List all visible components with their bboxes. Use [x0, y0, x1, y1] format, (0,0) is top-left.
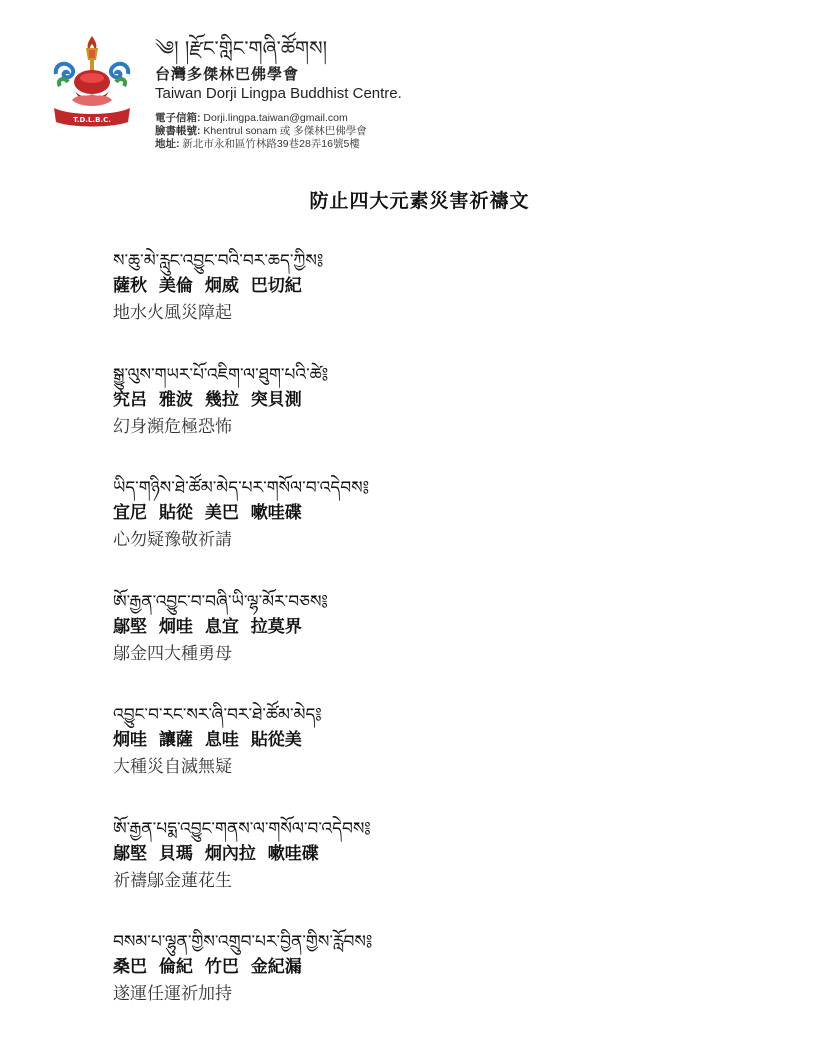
letterhead [0, 0, 839, 176]
verse [113, 362, 763, 476]
verse-translation: 遂運任運祈加持 [113, 984, 232, 1004]
english-centre-name: Taiwan Dorji Lingpa Buddhist Centre. [155, 85, 402, 102]
verse-phonetic: 鄔堅 貝瑪 炯內拉 嗽哇碟 [113, 843, 319, 864]
verse-phonetic: 鄔堅 炯哇 息宜 拉莫界 [113, 616, 302, 637]
verse-tibetan: སྒྱུ་ལུས་གཡར་པོ་འཇིག་ལ་ཐུག་པའི་ཚེ༔ [113, 364, 329, 385]
verse [113, 475, 763, 589]
verse [113, 702, 763, 816]
document-title: 防止四大元素災害祈禱文 [309, 190, 530, 212]
verse [113, 248, 763, 362]
verse-translation: 地水火風災障起 [113, 303, 232, 323]
email-value: Dorji.lingpa.taiwan@gmail.com [203, 112, 348, 124]
verse-tibetan: ཡིད་གཉིས་ཐེ་ཚོམ་མེད་པར་གསོལ་བ་འདེབས༔ [113, 478, 370, 498]
tibetan-centre-name: ༄། །རྫོང་གླིང་གཞི་ཚོགས། [155, 36, 328, 60]
verse-phonetic: 宜尼 貼從 美巴 嗽哇碟 [113, 503, 302, 523]
verse-phonetic: 薩秋 美倫 炯威 巴切紀 [113, 276, 302, 296]
verse-tibetan: ཨོ་རྒྱན་པདྨ་འབྱུང་གནས་ལ་གསོལ་བ་འདེབས༔ [113, 818, 371, 839]
verse-translation: 鄔金四大種勇母 [113, 643, 232, 664]
verse [113, 929, 763, 1043]
contact-address [155, 138, 402, 151]
verse-translation: 心勿疑豫敬祈請 [113, 530, 232, 550]
address-label: 地址: [155, 138, 180, 150]
verse [113, 816, 763, 930]
verse [113, 589, 763, 703]
address-value: 新北市永和區竹林路39巷28弄16號5樓 [182, 138, 360, 150]
verse-tibetan: འབྱུང་བ་རང་སར་ཞི་བར་ཐེ་ཚོམ་མེད༔ [113, 705, 322, 725]
facebook-value: Khentrul sonam 或 多傑林巴佛學會 [203, 125, 367, 137]
dorji-lingpa-logo-icon [50, 34, 134, 130]
verse-phonetic: 究呂 雅波 幾拉 突貝測 [113, 389, 302, 410]
verse-translation: 大種災自滅無疑 [113, 757, 232, 777]
verse-tibetan: བསམ་པ་ལྷུན་གྱིས་འགྲུབ་པར་བྱིན་གྱིས་རློབས༔ [113, 932, 373, 952]
verse-phonetic: 炯哇 讓薩 息哇 貼從美 [113, 730, 302, 750]
verse-tibetan: ཨོ་རྒྱན་འབྱུང་བ་བཞི་ཡི་ལྷ་མོར་བཅས༔ [113, 591, 328, 612]
verse-translation: 祈禱鄔金蓮花生 [113, 870, 232, 891]
verse-phonetic: 桑巴 倫紀 竹巴 金紀漏 [113, 957, 302, 977]
prayer-verses [113, 248, 763, 1043]
email-label: 電子信箱: [155, 112, 201, 124]
verse-translation: 幻身瀕危極恐怖 [113, 416, 232, 437]
chinese-centre-name: 台灣多傑林巴佛學會 [155, 65, 300, 83]
contact-email [155, 112, 402, 125]
verse-tibetan: ས་ཆུ་མེ་རླུང་འབྱུང་བའི་བར་ཆད་ཀྱིས༔ [113, 251, 324, 271]
contact-facebook [155, 125, 402, 138]
facebook-label: 臉書帳號: [155, 125, 201, 137]
logo-initials: T.D.L.B.C. [73, 116, 111, 124]
letterhead-text [155, 36, 402, 151]
